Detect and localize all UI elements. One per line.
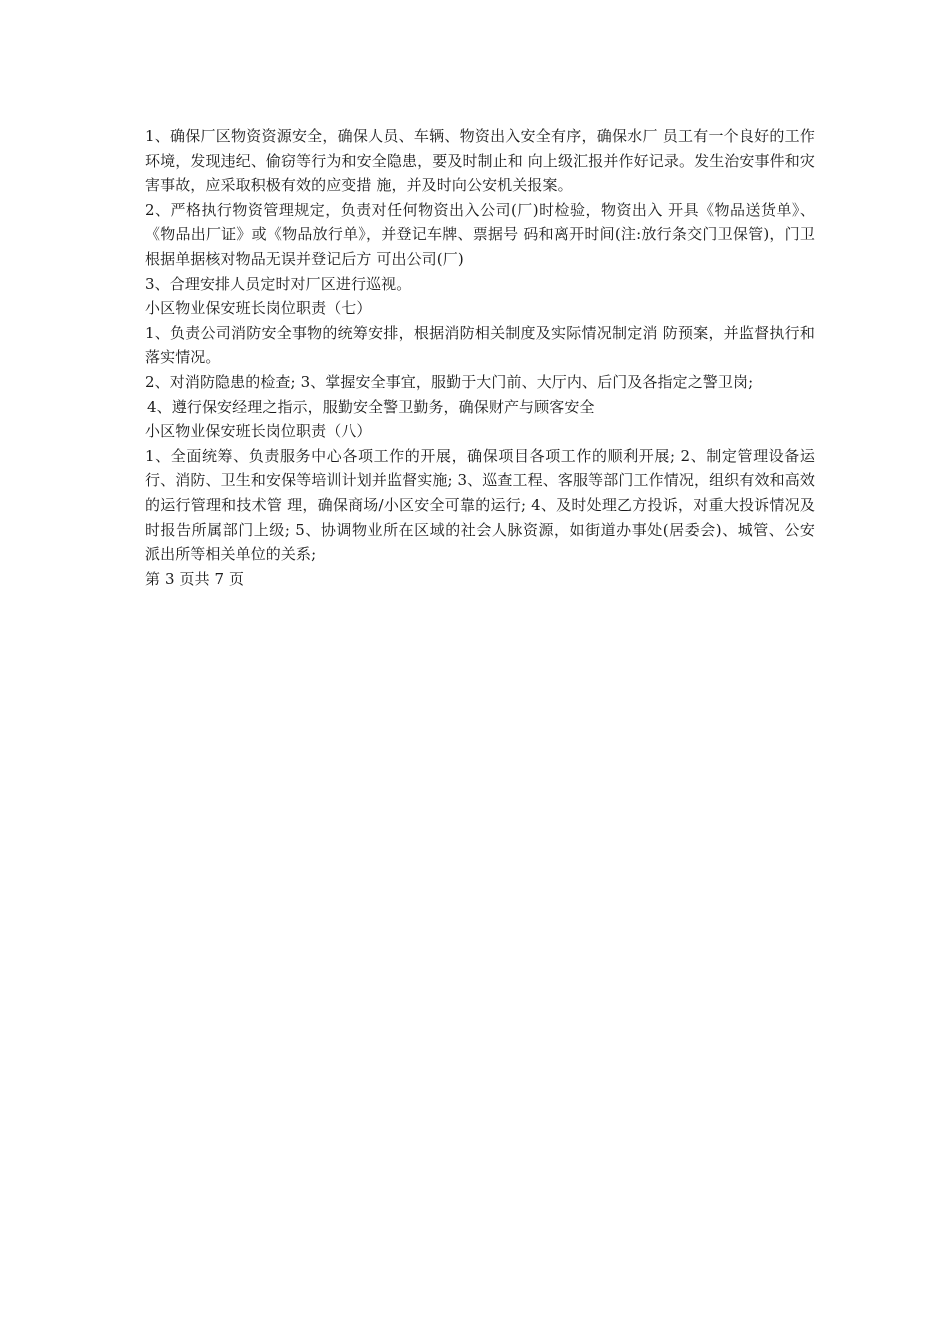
- paragraph-gate-duty-3: 3、合理安排人员定时对厂区进行巡视。: [145, 274, 412, 293]
- document-body: [145, 124, 815, 591]
- paragraph-fire-duty-4: 4、遵行保安经理之指示，服勤安全警卫勤务，确保财产与顾客安全: [147, 397, 595, 416]
- section-heading-8: 小区物业保安班长岗位职责（八）: [145, 422, 372, 441]
- section-heading-7: 小区物业保安班长岗位职责（七）: [145, 299, 372, 318]
- paragraph-fire-duty-2: 2、对消防隐患的检查; 3、掌握安全事宜，服勤于大门前、大厅内、后门及各指定之警卫岗;: [145, 372, 754, 391]
- paragraph-gate-duty-1: 1、确保厂区物资资源安全，确保人员、车辆、物资出入安全有序，确保水厂 员工有一个良好的工作环境，发现违纪、偷窃等行为和安全隐患，要及时制止和 向上级汇报并作好记录。发生治安事件和灾害事故，应采取积极有效的应变措 施，并及时向公安机关报案。: [145, 127, 815, 195]
- paragraph-gate-duty-2: 2、严格执行物资管理规定，负责对任何物资出入公司(厂)时检验，物资出入 开具《物品送货单》、《物品出厂证》或《物品放行单》，并登记车牌、票据号 码和离开时间(注:放行条交门卫保管)，门卫根据单据核对物品无误并登记后方 可出公司(厂): [145, 200, 815, 268]
- paragraph-service-duty: 1、全面统筹、负责服务中心各项工作的开展，确保项目各项工作的顺利开展; 2、制定管理设备运行、消防、卫生和安保等培训计划并监督实施; 3、巡查工程、客服等部门工作情况，组织有效和高效的运行管理和技术管 理，确保商场/小区安全可靠的运行; 4、及时处理乙方投诉，对重大投诉情况及时报告所属部门上级; 5、协调物业所在区域的社会人脉资源，如街道办事处(居委会)、城管、公安 派出所等相关单位的关系;: [145, 446, 815, 564]
- page-footer: 第 3 页共 7 页: [145, 569, 245, 588]
- paragraph-fire-duty-1: 1、负责公司消防安全事物的统筹安排，根据消防相关制度及实际情况制定消 防预案，并监督执行和落实情况。: [145, 323, 815, 367]
